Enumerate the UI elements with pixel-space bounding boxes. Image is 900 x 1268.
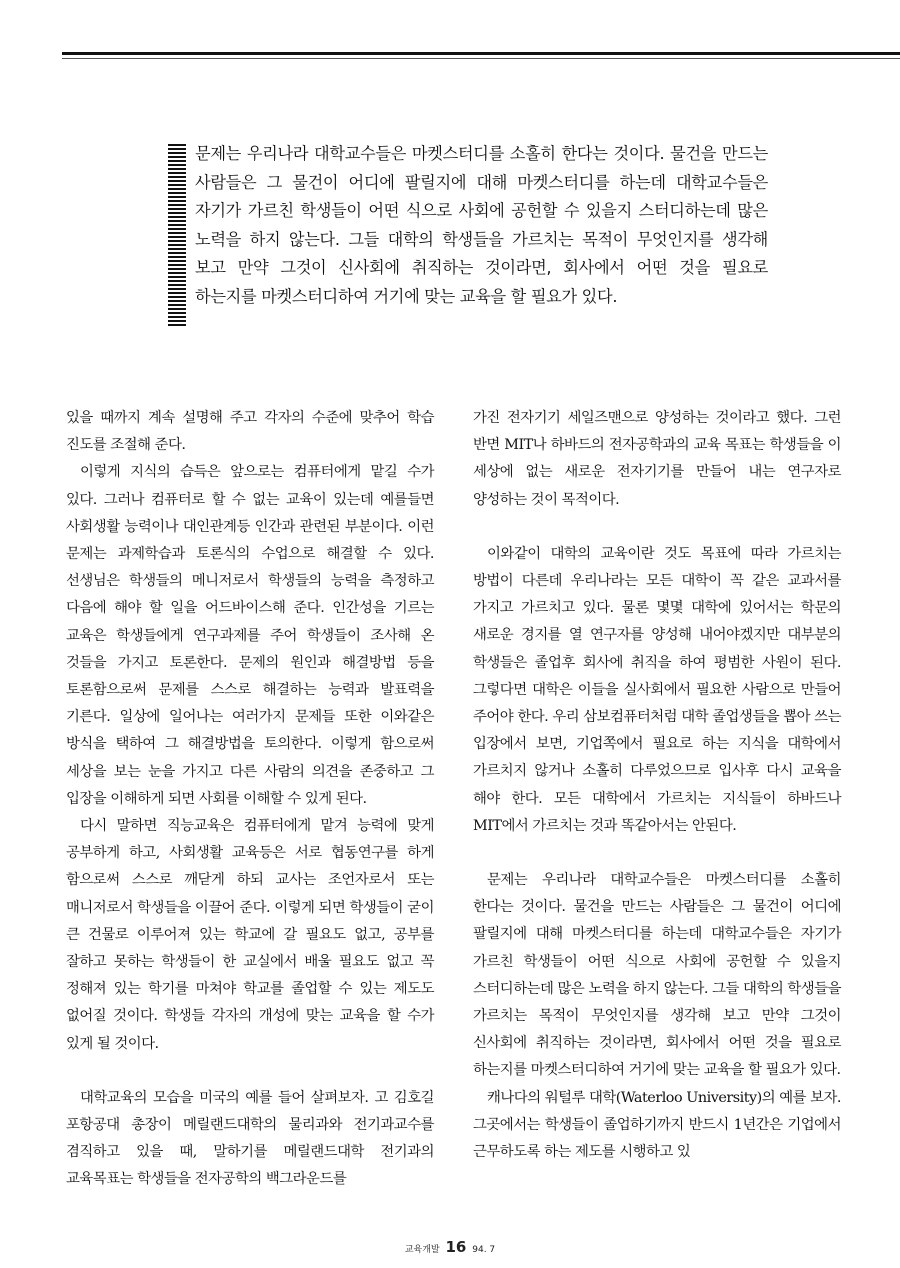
header-rule-thin xyxy=(62,58,900,59)
paragraph: 이와같이 대학의 교육이란 것도 목표에 따라 가르치는 방법이 다른데 우리나라는 모든 대학이 꼭 같은 교과서를 가지고 가르치고 있다. 물론 몇몇 대학에 있어서는 학문의 새로운 경지를 열 연구자를 양성해 내어야겠지만 대부분의 학생들은 졸업후 회사에 취직을 하여 평범한 사원이 된다. 그렇다면 대학은 이들을 실사회에서 필요한 사람으로 만들어 주어야 한다. 우리 삼보컴퓨터처럼 대학 졸업생들을 뽑아 쓰는 입장에서 보면, 기업쪽에서 필요로 하는 지식을 대학에서 가르치지 않거나 소홀히 다루었으므로 입사후 다시 교육을 해야 한다. 모든 대학에서 가르치는 지식들이 하바드나 MIT에서 가르치는 것과 똑같아서는 안된다. xyxy=(473,545,841,834)
paragraph: 가진 전자기기 세일즈맨으로 양성하는 것이라고 했다. 그런 반면 MIT나 하바드의 전자공학과의 교육 목표는 학생들을 이 세상에 없는 새로운 전자기기를 만들어 내는 연구자로 양성하는 것이 목적이다. xyxy=(473,410,841,508)
paragraph: 문제는 우리나라 대학교수들은 마켓스터디를 소홀히 한다는 것이다. 물건을 만드는 사람들은 그 물건이 어디에 팔릴지에 대해 마켓스터디를 하는데 대학교수들은 자기가 가르친 학생들이 어떤 식으로 사회에 공헌할 수 있을지 스터디하는데 많은 노력을 하지 않는다. 그들 대학의 학생들을 가르치는 목적이 무엇인지를 생각해 보고 만약 그것이 신사회에 취직하는 것이라면, 회사에서 어떤 것을 필요로 하는지를 마켓스터디하여 거기에 맞는 교육을 할 필요가 있다. xyxy=(473,872,841,1079)
pull-quote xyxy=(168,140,768,312)
paragraph: 다시 말하면 직능교육은 컴퓨터에게 맡겨 능력에 맞게 공부하게 하고, 사회생활 교육등은 서로 협동연구를 하게 함으로써 스스로 깨닫게 하되 교사는 조언자로서 또는 매니저로서 학생들을 이끌어 준다. 이렇게 되면 학생들이 굳이 큰 건물로 이루어져 있는 학교에 갈 필요도 없고, 공부를 잘하고 못하는 학생들이 한 교실에서 배울 필요도 없고 꼭 정해져 있는 학기를 마쳐야 학교를 졸업할 수 있는 제도도 없어질 것이다. 학생들 각자의 개성에 맞는 교육을 할 수가 있게 될 것이다. xyxy=(66,818,434,1052)
paragraph: 이렇게 지식의 습득은 앞으로는 컴퓨터에게 맡길 수가 있다. 그러나 컴퓨터로 할 수 없는 교육이 있는데 예를들면 사회생활 능력이나 대인관계등 인간과 관련된 부분이다. 이런 문제는 과제학습과 토론식의 수업으로 해결할 수 있다. 선생님은 학생들의 메니저로서 학생들의 능력을 측정하고 다음에 해야 할 일을 어드바이스해 준다. 인간성을 기르는 교육은 학생들에게 연구과제를 주어 학생들이 조사해 온 것들을 가지고 토론한다. 문제의 원인과 해결방법 등을 토론함으로써 문제를 스스로 해결하는 능력과 발표력을 기른다. 일상에 일어나는 여러가지 문제들 또한 이와같은 방식을 택하여 그 해결방법을 토의한다. 이렇게 함으로써 세상을 보는 눈을 가지고 다른 사람의 의견을 존중하고 그 입장을 이해하게 되면 사회를 이해할 수 있게 된다. xyxy=(66,464,434,807)
pull-quote-text: 문제는 우리나라 대학교수들은 마켓스터디를 소홀히 한다는 것이다. 물건을 만드는 사람들은 그 물건이 어디에 팔릴지에 대해 마켓스터디를 하는데 대학교수들은 자기가 가르친 학생들이 어떤 식으로 사회에 공헌할 수 있을지 스터디하는데 많은 노력을 하지 않는다. 그들 대학의 학생들을 가르치는 목적이 무엇인지를 생각해 보고 만약 그것이 신사회에 취직하는 것이라면, 회사에서 어떤 것을 필요로 하는지를 마켓스터디하여 거기에 맞는 교육을 할 필요가 있다. xyxy=(195,144,768,306)
magazine-name: 교육개발 xyxy=(404,1245,440,1255)
issue-date: 94. 7 xyxy=(472,1245,496,1255)
right-column xyxy=(473,405,841,1166)
page-footer xyxy=(0,1238,900,1256)
paragraph: 있을 때까지 계속 설명해 주고 각자의 수준에 맞추어 학습 진도를 조절해 준다. xyxy=(66,410,434,454)
page-number: 16 xyxy=(445,1238,467,1256)
left-column xyxy=(66,405,434,1194)
header-rule xyxy=(62,52,900,55)
paragraph: 캐나다의 워털루 대학(Waterloo University)의 예를 보자. 그곳에서는 학생들이 졸업하기까지 반드시 1년간은 기업에서 근무하도록 하는 제도를 시행하고 있 xyxy=(473,1089,841,1161)
pull-quote-bar xyxy=(168,144,186,326)
paragraph: 대학교육의 모습을 미국의 예를 들어 살펴보자. 고 김호길 포항공대 총장이 메릴랜드대학의 물리과와 전기과교수를 겸직하고 있을 때, 말하기를 메릴랜드대학 전기과의 교육목표는 학생들을 전자공학의 백그라운드를 xyxy=(66,1089,434,1188)
